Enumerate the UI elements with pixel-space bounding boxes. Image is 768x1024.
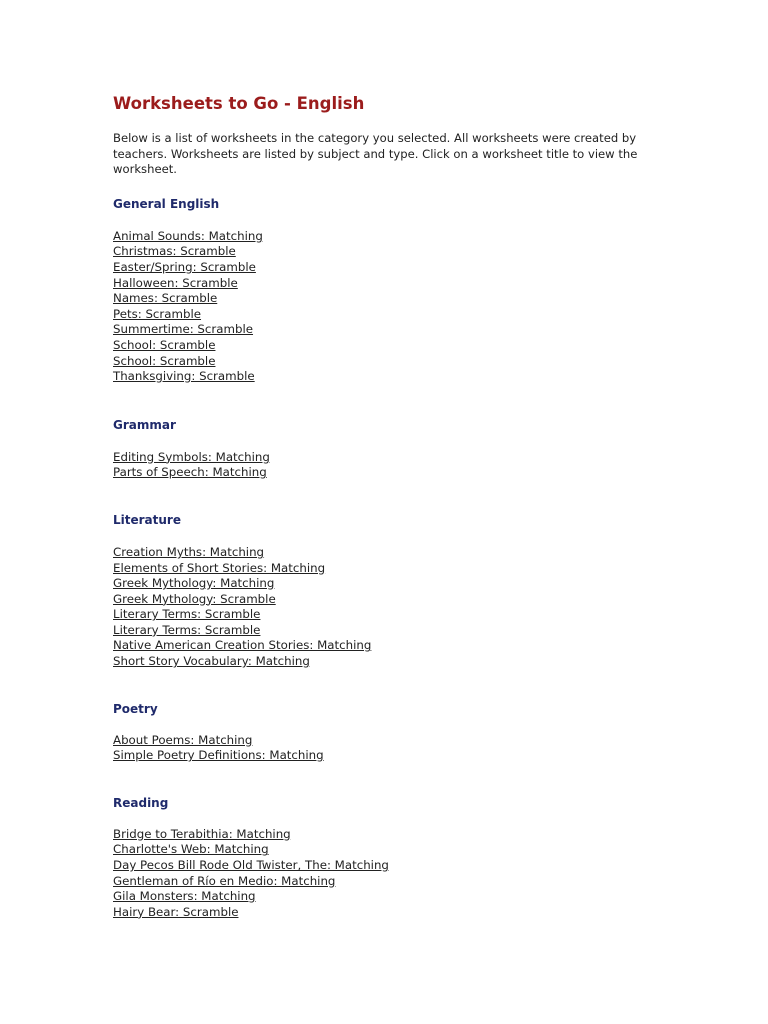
list-item	[113, 872, 673, 888]
worksheet-link[interactable]: Greek Mythology: Scramble	[113, 591, 276, 606]
list-item	[113, 448, 673, 464]
worksheet-link[interactable]: Literary Terms: Scramble	[113, 622, 261, 637]
section-heading: Grammar	[113, 417, 176, 432]
worksheet-link[interactable]: Halloween: Scramble	[113, 275, 238, 290]
list-item	[113, 746, 673, 762]
worksheet-list	[113, 448, 673, 479]
list-item	[113, 636, 673, 652]
list-item	[113, 336, 673, 352]
list-item	[113, 590, 673, 606]
worksheet-list	[113, 543, 673, 668]
worksheet-link[interactable]: Creation Myths: Matching	[113, 544, 265, 559]
worksheet-link[interactable]: Bridge to Terabithia: Matching	[113, 826, 291, 841]
list-item	[113, 543, 673, 559]
worksheet-page	[113, 92, 673, 918]
section-general-english	[113, 196, 673, 383]
worksheet-link[interactable]: Christmas: Scramble	[113, 244, 236, 259]
list-item	[113, 274, 673, 290]
list-item	[113, 305, 673, 321]
list-item	[113, 258, 673, 274]
section-literature	[113, 512, 673, 668]
list-item	[113, 903, 673, 919]
list-item	[113, 652, 673, 668]
page-title: Worksheets to Go - English	[113, 94, 365, 113]
worksheet-list	[113, 227, 673, 383]
section-heading: Reading	[113, 795, 169, 810]
list-item	[113, 574, 673, 590]
worksheet-link[interactable]: Gentleman of Río en Medio: Matching	[113, 873, 336, 888]
worksheet-link[interactable]: Charlotte's Web: Matching	[113, 842, 269, 857]
worksheet-link[interactable]: Greek Mythology: Matching	[113, 576, 275, 591]
worksheet-link[interactable]: Literary Terms: Scramble	[113, 607, 261, 622]
worksheet-link[interactable]: Names: Scramble	[113, 291, 218, 306]
worksheet-link[interactable]: Elements of Short Stories: Matching	[113, 560, 326, 575]
worksheet-list	[113, 825, 673, 919]
section-poetry	[113, 701, 673, 762]
list-item	[113, 731, 673, 747]
list-item	[113, 605, 673, 621]
section-heading: Literature	[113, 512, 181, 527]
worksheet-link[interactable]: About Poems: Matching	[113, 732, 253, 747]
list-item	[113, 840, 673, 856]
list-item	[113, 367, 673, 383]
list-item	[113, 242, 673, 258]
worksheet-link[interactable]: Summertime: Scramble	[113, 322, 254, 337]
section-reading	[113, 795, 673, 919]
list-item	[113, 352, 673, 368]
list-item	[113, 289, 673, 305]
worksheet-link[interactable]: Editing Symbols: Matching	[113, 449, 270, 464]
section-heading: Poetry	[113, 701, 158, 716]
list-item	[113, 463, 673, 479]
worksheet-link[interactable]: Hairy Bear: Scramble	[113, 904, 239, 919]
worksheet-link[interactable]: Thanksgiving: Scramble	[113, 369, 255, 384]
worksheet-link[interactable]: Animal Sounds: Matching	[113, 228, 263, 243]
worksheet-link[interactable]: Simple Poetry Definitions: Matching	[113, 748, 324, 763]
list-item	[113, 320, 673, 336]
worksheet-link[interactable]: Pets: Scramble	[113, 306, 202, 321]
list-item	[113, 621, 673, 637]
list-item	[113, 559, 673, 575]
section-grammar	[113, 417, 673, 479]
worksheet-link[interactable]: Gila Monsters: Matching	[113, 889, 256, 904]
list-item	[113, 887, 673, 903]
worksheet-link[interactable]: School: Scramble	[113, 337, 216, 352]
intro-paragraph: Below is a list of worksheets in the category you selected. All worksheets were created by teachers. Worksheets are listed by subject and type. Click on a worksheet title to view the worksheet.	[113, 131, 638, 177]
worksheet-link[interactable]: Short Story Vocabulary: Matching	[113, 654, 310, 669]
worksheet-link[interactable]: Day Pecos Bill Rode Old Twister, The: Matching	[113, 858, 389, 873]
list-item	[113, 227, 673, 243]
worksheet-link[interactable]: Easter/Spring: Scramble	[113, 259, 256, 274]
section-heading: General English	[113, 196, 220, 211]
worksheet-link[interactable]: Parts of Speech: Matching	[113, 465, 267, 480]
worksheet-list	[113, 731, 673, 762]
list-item	[113, 856, 673, 872]
worksheet-link[interactable]: Native American Creation Stories: Matching	[113, 638, 372, 653]
worksheet-link[interactable]: School: Scramble	[113, 353, 216, 368]
list-item	[113, 825, 673, 841]
